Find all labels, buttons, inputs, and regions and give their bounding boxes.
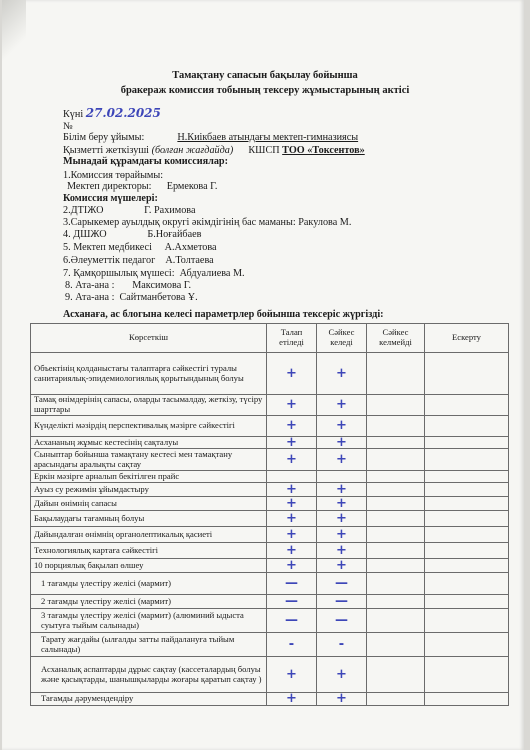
table-row [31, 497, 509, 511]
compliant-mark: + [317, 511, 367, 527]
member-line: Мектеп директоры: Ермекова Г. [67, 181, 218, 192]
remark-cell [425, 497, 509, 511]
compliant-mark [317, 471, 367, 483]
col-header-indicator: Көрсеткіш [31, 324, 267, 353]
noncompliant-cell [367, 559, 425, 573]
compliant-mark: - [317, 633, 367, 657]
table-row [31, 483, 509, 497]
required-mark: — [267, 609, 317, 633]
noncompliant-cell [367, 511, 425, 527]
remark-cell [425, 595, 509, 609]
required-mark: + [267, 437, 317, 449]
remark-cell [425, 471, 509, 483]
row-label: Ауыз су режимін ұйымдастыру [31, 483, 267, 497]
required-mark: + [267, 693, 317, 706]
remark-cell [425, 657, 509, 693]
noncompliant-cell [367, 416, 425, 437]
remark-cell [425, 543, 509, 559]
member-line: 6.Әлеуметтік педагог А.Толтаева [63, 255, 214, 266]
required-mark: + [267, 483, 317, 497]
table-row [31, 595, 509, 609]
remark-cell [425, 449, 509, 471]
noncompliant-cell [367, 497, 425, 511]
noncompliant-cell [367, 633, 425, 657]
required-mark: + [267, 527, 317, 543]
remark-cell [425, 527, 509, 543]
required-mark: + [267, 543, 317, 559]
school-label: Білім беру ұйымы: [63, 132, 145, 143]
supplier-label: Қызметті жеткізуші [63, 145, 150, 156]
remark-cell [425, 693, 509, 706]
row-label: Еркін мәзірге арналып бекітілген прайс [31, 471, 267, 483]
col-header-remark: Ескерту [425, 324, 509, 353]
noncompliant-cell [367, 483, 425, 497]
compliant-mark: + [317, 449, 367, 471]
title-line-2: бракераж комиссия тобының тексеру жұмыстарының актісі [120, 85, 410, 96]
row-label: Бақылаудағы тағамның болуы [31, 511, 267, 527]
compliant-mark: + [317, 527, 367, 543]
compliant-mark: + [317, 353, 367, 395]
compliant-mark: — [317, 609, 367, 633]
noncompliant-cell [367, 595, 425, 609]
table-row [31, 559, 509, 573]
remark-cell [425, 437, 509, 449]
member-line: 1.Комиссия төрайымы: [63, 170, 164, 181]
member-line: Комиссия мүшелері: [63, 193, 158, 204]
page-corner-shadow [2, 0, 26, 80]
table-row [31, 437, 509, 449]
compliant-mark: + [317, 437, 367, 449]
date-row [63, 107, 161, 121]
row-label: 10 порциялық бақылап өлшеу [31, 559, 267, 573]
row-label: 2 тағамды үлестіру желісі (мармит) [31, 595, 267, 609]
compliant-mark: + [317, 543, 367, 559]
required-mark: — [267, 595, 317, 609]
member-line: 2.ДТІЖО Г. Рахимова [63, 205, 196, 216]
date-value: 27.02.2025 [85, 106, 161, 120]
col-header-compliant: Сәйкес келеді [317, 324, 367, 353]
row-label: Тағамды дәрумендендіру [31, 693, 267, 706]
row-label: Күнделікті мәзірдің перспективалық мәзірге сәйкестігі [31, 416, 267, 437]
noncompliant-cell [367, 437, 425, 449]
compliant-mark: + [317, 657, 367, 693]
col-header-noncompliant: Сәйкес келмейді [367, 324, 425, 353]
table-row [31, 609, 509, 633]
noncompliant-cell [367, 353, 425, 395]
remark-cell [425, 573, 509, 595]
remark-cell [425, 559, 509, 573]
supplier-note: (болған жағдайда) [151, 145, 234, 156]
row-label: Дайын өнімнің сапасы [31, 497, 267, 511]
remark-cell [425, 483, 509, 497]
inspection-table [30, 323, 509, 706]
row-label: 3 тағамды үлестіру желісі (мармит) (алюминий ыдыста суытуға тыйым салынады) [31, 609, 267, 633]
date-label: Күні [63, 109, 84, 120]
table-row [31, 527, 509, 543]
member-line: 4. ДШЖО Б.Ноғайбаев [63, 229, 202, 240]
member-line: 7. Қамқоршылық мүшесі: Абдуалиева М. [63, 268, 245, 279]
member-line: 5. Мектеп медбикесі А.Ахметова [63, 242, 217, 253]
member-line: 8. Ата-ана : Максимова Г. [65, 280, 192, 291]
compliant-mark: + [317, 559, 367, 573]
remark-cell [425, 395, 509, 416]
compliant-mark: + [317, 497, 367, 511]
table-row [31, 573, 509, 595]
table-row [31, 543, 509, 559]
table-row [31, 633, 509, 657]
required-mark: + [267, 416, 317, 437]
check-heading: Асханаға, ас блогына келесі параметрлер бойынша тексеріс жүргізді: [63, 309, 384, 320]
row-label: Объектінің қолданыстағы талаптарға сәйкестігі туралы санитариялық-эпидемиологиялық қорытындының болуы [31, 353, 267, 395]
member-line: 9. Ата-ана : Сайтманбетова Ұ. [65, 292, 198, 303]
remark-cell [425, 633, 509, 657]
table-row [31, 416, 509, 437]
noncompliant-cell [367, 657, 425, 693]
commission-heading: Мынадай құрамдағы комиссиялар: [63, 156, 228, 167]
school-row [63, 132, 358, 144]
required-mark: + [267, 449, 317, 471]
noncompliant-cell [367, 395, 425, 416]
required-mark: + [267, 497, 317, 511]
supplier-value: ТОО «Токсентов» [282, 145, 365, 156]
required-mark: + [267, 511, 317, 527]
table-row [31, 449, 509, 471]
table-row [31, 395, 509, 416]
remark-cell [425, 511, 509, 527]
noncompliant-cell [367, 543, 425, 559]
row-label: Дайындалған өнімнің органолептикалық қасиеті [31, 527, 267, 543]
row-label: 1 тағамды үлестіру желісі (мармит) [31, 573, 267, 595]
compliant-mark: + [317, 483, 367, 497]
required-mark: + [267, 353, 317, 395]
remark-cell [425, 609, 509, 633]
title-line-1: Тамақтану сапасын бақылау бойынша [172, 70, 358, 81]
supplier-prefix: КШСП [248, 145, 280, 156]
row-label: Сыныптар бойынша тамақтану кестесі мен тамақтану арасындағы аралықты сақтау [31, 449, 267, 471]
compliant-mark: + [317, 395, 367, 416]
noncompliant-cell [367, 693, 425, 706]
member-line: 3.Сарыкемер ауылдық округі әкімдігінің бас маманы: Ракулова М. [63, 217, 352, 228]
table-row [31, 657, 509, 693]
table-row [31, 353, 509, 395]
noncompliant-cell [367, 449, 425, 471]
table-header-row [31, 324, 509, 353]
compliant-mark: + [317, 693, 367, 706]
compliant-mark: — [317, 595, 367, 609]
school-value: Н.Киікбаев атындағы мектеп-гимназиясы [177, 132, 359, 143]
required-mark: + [267, 657, 317, 693]
required-mark: — [267, 573, 317, 595]
table-row [31, 693, 509, 706]
noncompliant-cell [367, 609, 425, 633]
remark-cell [425, 416, 509, 437]
noncompliant-cell [367, 471, 425, 483]
required-mark [267, 471, 317, 483]
compliant-mark: + [317, 416, 367, 437]
row-label: Тарату жағдайы (ылғалды затты пайдалануға тыйым салынады) [31, 633, 267, 657]
table-row [31, 471, 509, 483]
number-label: № [63, 121, 73, 132]
col-header-required: Талап етіледі [267, 324, 317, 353]
required-mark: + [267, 559, 317, 573]
table-row [31, 511, 509, 527]
row-label: Асханалық аспаптарды дұрыс сақтау (кассеталардың болуы және қасықтарды, шанышқыларды жоғары қаратып сақтау ) [31, 657, 267, 693]
row-label: Технологиялық картаға сәйкестігі [31, 543, 267, 559]
required-mark: + [267, 395, 317, 416]
row-label: Асхананың жұмыс кестесінің сақталуы [31, 437, 267, 449]
noncompliant-cell [367, 527, 425, 543]
compliant-mark: — [317, 573, 367, 595]
remark-cell [425, 353, 509, 395]
noncompliant-cell [367, 573, 425, 595]
required-mark: - [267, 633, 317, 657]
row-label: Тамақ өнімдерінің сапасы, оларды тасымалдау, жеткізу, түсіру шарттары [31, 395, 267, 416]
